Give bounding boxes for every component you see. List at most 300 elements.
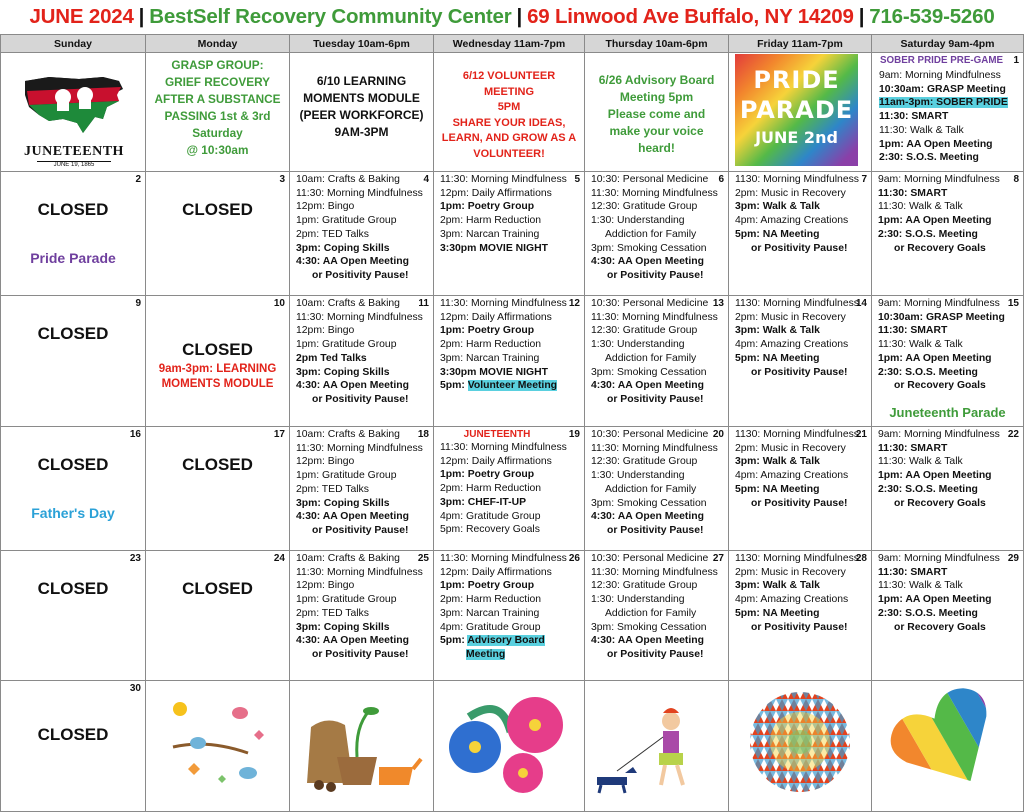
event-text: 11:30: Morning Mindfulness <box>591 311 718 323</box>
day-number: 16 <box>129 429 141 440</box>
event-item <box>735 200 869 214</box>
closed-label: CLOSED <box>37 455 109 474</box>
event-text: 9am: Morning Mindfulness <box>878 298 1000 309</box>
event-text: or Positivity Pause! <box>607 269 704 281</box>
event-text: 10am: Crafts & Baking <box>296 174 400 185</box>
day-number: 18 <box>417 429 429 440</box>
title-separator: | <box>138 5 145 28</box>
event-text: 4:30: AA Open Meeting <box>591 511 704 523</box>
calendar-cell <box>290 551 434 681</box>
event-item <box>591 524 726 538</box>
highlighted-event: Advisory Board <box>467 635 545 647</box>
event-text: 10:30: Personal Medicine <box>591 174 709 185</box>
event-item <box>878 428 1021 442</box>
event-text: 12pm: Bingo <box>296 201 355 213</box>
event-text: 4:30: AA Open Meeting <box>296 511 409 523</box>
event-text: 1130: Morning Mindfulness <box>735 298 859 309</box>
event-item <box>591 566 726 580</box>
event-list <box>735 173 869 255</box>
calendar-cell <box>585 681 729 812</box>
event-text: 2pm: TED Talks <box>296 607 369 619</box>
event-item <box>878 187 1021 201</box>
event-text: Meeting <box>466 648 506 660</box>
event-text: 3pm: Coping Skills <box>296 621 390 633</box>
day-header-1: Monday <box>146 34 290 53</box>
day-header-5: Friday 11am-7pm <box>729 34 872 53</box>
event-text: 12pm: Daily Affirmations <box>440 187 552 199</box>
event-item <box>735 173 869 187</box>
event-item <box>296 173 431 187</box>
calendar-cell <box>585 427 729 551</box>
note-line: 6/12 VOLUNTEER <box>462 70 556 82</box>
closed-label: CLOSED <box>37 579 109 598</box>
event-item <box>591 187 726 201</box>
event-item <box>296 255 431 269</box>
event-text: 11:30: Walk & Talk <box>878 339 963 351</box>
title-separator: | <box>858 5 865 28</box>
event-item <box>296 621 431 635</box>
event-text: or Positivity Pause! <box>751 621 848 633</box>
event-item <box>735 621 869 635</box>
event-item <box>440 496 582 510</box>
event-item <box>878 352 1021 366</box>
event-text: 2:30: S.O.S. Meeting <box>878 607 978 619</box>
event-list <box>879 69 1021 165</box>
event-text: or Positivity Pause! <box>607 393 704 405</box>
event-text: 2:30: S.O.S. Meeting <box>878 483 978 495</box>
event-item <box>878 200 1021 214</box>
event-text: 4pm: Amazing Creations <box>735 594 849 606</box>
event-list <box>735 552 869 634</box>
event-item <box>296 483 431 497</box>
day-number: 14 <box>855 298 867 309</box>
event-item <box>878 593 1021 607</box>
calendar-cell <box>0 172 146 296</box>
event-item <box>296 214 431 228</box>
event-text: 4:30: AA Open Meeting <box>591 635 704 647</box>
event-item <box>591 593 726 607</box>
event-text: 12pm: Daily Affirmations <box>440 455 552 467</box>
event-item <box>440 482 582 496</box>
event-item <box>735 497 869 511</box>
calendar-cell <box>729 53 872 172</box>
event-text: 11:30: SMART <box>878 566 948 578</box>
calendar-cell <box>146 551 290 681</box>
event-item <box>878 579 1021 593</box>
calendar-cell <box>872 681 1024 812</box>
calendar-cell <box>0 53 146 172</box>
event-item <box>735 552 869 566</box>
event-item <box>440 607 582 621</box>
event-text: Addiction for Family <box>605 483 697 495</box>
event-text: 12:30: Gratitude Group <box>591 201 698 213</box>
event-text: 2pm: Music in Recovery <box>735 187 846 199</box>
event-item <box>440 352 582 366</box>
event-list <box>735 297 869 379</box>
hibiscus-flowers-icon <box>434 687 584 797</box>
note-line: @ 10:30am <box>186 143 249 157</box>
event-text: 4pm: Amazing Creations <box>735 215 849 227</box>
calendar-cell <box>0 681 146 812</box>
event-text: or Positivity Pause! <box>751 242 848 254</box>
event-text: 4:30: AA Open Meeting <box>296 635 409 647</box>
calendar-cell <box>0 427 146 551</box>
page-title <box>0 0 1024 34</box>
event-item <box>440 214 582 228</box>
event-text: 2:30: S.O.S. Meeting <box>879 152 979 164</box>
calendar-cell <box>434 172 585 296</box>
day-number: 3 <box>279 174 285 185</box>
event-text: 2pm: Harm Reduction <box>440 215 542 227</box>
event-text: or Recovery Goals <box>894 380 986 392</box>
sober-pride-title: SOBER PRIDE PRE-GAME <box>880 55 1004 66</box>
calendar-cell <box>585 53 729 172</box>
event-text: 4:30: AA Open Meeting <box>591 380 704 392</box>
event-list <box>296 428 431 538</box>
calendar-cell <box>290 296 434 427</box>
event-text: 12pm: Bingo <box>296 580 355 592</box>
usa-map-icon <box>19 67 129 137</box>
event-item <box>296 455 431 469</box>
event-item <box>735 566 869 580</box>
event-text: 2pm: Harm Reduction <box>440 594 542 606</box>
event-item <box>878 483 1021 497</box>
event-text: 9am: Morning Mindfulness <box>878 429 1000 440</box>
note-line: 6/26 Advisory Board <box>598 73 715 87</box>
event-item <box>440 311 582 325</box>
event-text: 11:30: Walk & Talk <box>878 456 963 468</box>
event-text: 11:30: Morning Mindfulness <box>296 187 423 199</box>
event-text: 1pm: Gratitude Group <box>296 339 397 351</box>
day-header-0: Sunday <box>0 34 146 53</box>
event-list <box>591 552 726 662</box>
note-line: PASSING 1st & 3rd <box>164 109 271 123</box>
closed-label: CLOSED <box>182 579 253 598</box>
event-item <box>735 311 869 325</box>
event-text: 4:30: AA Open Meeting <box>296 380 409 392</box>
event-text: 11:30: Morning Mindfulness <box>440 174 567 185</box>
day-number: 27 <box>712 553 724 564</box>
day-number: 15 <box>1007 298 1019 309</box>
event-text: 10am: Crafts & Baking <box>296 553 400 564</box>
event-text: 11:30: Morning Mindfulness <box>296 442 423 454</box>
event-item <box>878 311 1021 325</box>
event-item <box>735 428 869 442</box>
event-text: 5pm: NA Meeting <box>735 483 820 495</box>
event-item <box>878 469 1021 483</box>
calendar-cell <box>146 172 290 296</box>
calendar-cell <box>290 172 434 296</box>
event-text: 12pm: Daily Affirmations <box>440 311 552 323</box>
event-item <box>296 469 431 483</box>
note-line: MEETING <box>483 85 535 98</box>
event-item <box>591 442 726 456</box>
event-text: 3pm: Narcan Training <box>440 352 540 364</box>
event-item <box>878 297 1021 311</box>
day-number: 12 <box>568 298 580 309</box>
event-item <box>591 228 726 242</box>
calendar-cell <box>729 296 872 427</box>
event-item <box>591 366 726 380</box>
event-text: 4pm: Amazing Creations <box>735 339 849 351</box>
event-item <box>591 579 726 593</box>
event-item <box>591 311 726 325</box>
event-text: 3pm: Walk & Talk <box>735 201 820 213</box>
event-text: 1pm: AA Open Meeting <box>878 352 992 364</box>
title-month: JUNE 2024 <box>29 5 134 28</box>
event-list <box>440 297 582 393</box>
event-text: 3pm: Coping Skills <box>296 366 390 378</box>
event-text: 12:30: Gratitude Group <box>591 325 698 337</box>
event-item <box>735 579 869 593</box>
event-text: 5pm: NA Meeting <box>735 352 820 364</box>
note-line: GRASP GROUP: <box>171 58 264 72</box>
event-text: 12:30: Gratitude Group <box>591 580 698 592</box>
event-item <box>296 607 431 621</box>
event-item <box>296 393 431 407</box>
event-text: 12pm: Daily Affirmations <box>440 566 552 578</box>
calendar-cell <box>872 172 1024 296</box>
day-number: 5 <box>574 174 580 185</box>
highlighted-event: Volunteer Meeting <box>467 380 558 392</box>
note-line: 5PM <box>497 101 521 113</box>
event-text: 1pm: Gratitude Group <box>296 594 397 606</box>
event-item <box>440 593 582 607</box>
day-number: 23 <box>129 553 141 564</box>
calendar-cell <box>146 296 290 427</box>
event-text: 4pm: Gratitude Group <box>440 510 541 522</box>
day-number: 17 <box>273 429 285 440</box>
note-line: Saturday <box>192 126 243 140</box>
day-number: 4 <box>423 174 429 185</box>
event-note: Juneteenth Parade <box>889 405 1006 420</box>
event-list <box>591 428 726 538</box>
calendar-cell <box>585 296 729 427</box>
event-list <box>591 173 726 283</box>
event-item <box>591 510 726 524</box>
event-text: Addiction for Family <box>605 607 697 619</box>
event-item <box>879 96 1021 110</box>
event-item <box>296 242 431 256</box>
event-text: 1pm: Poetry Group <box>440 580 535 592</box>
calendar-cell <box>585 172 729 296</box>
event-item <box>735 297 869 311</box>
event-item <box>591 428 726 442</box>
day-number: 1 <box>1013 55 1019 66</box>
event-text: 3pm: Walk & Talk <box>735 456 820 468</box>
event-list <box>440 552 582 662</box>
event-text: or Positivity Pause! <box>607 524 704 536</box>
girl-walking-dog-icon <box>585 687 728 797</box>
event-list <box>296 297 431 407</box>
pride-parade-poster <box>735 54 858 166</box>
event-time: 5pm: <box>440 380 468 392</box>
calendar-cell <box>0 296 146 427</box>
day-number: 30 <box>129 683 141 694</box>
event-item <box>735 366 869 380</box>
event-text: 2pm: TED Talks <box>296 228 369 240</box>
event-item <box>440 579 582 593</box>
closed-label: CLOSED <box>182 340 253 359</box>
calendar-cell <box>434 681 585 812</box>
event-item <box>440 441 582 455</box>
event-item <box>878 455 1021 469</box>
event-item <box>296 297 431 311</box>
event-item <box>878 173 1021 187</box>
note-line: 9AM-3PM <box>334 125 389 139</box>
event-text: 3pm: Narcan Training <box>440 228 540 240</box>
event-text: 1130: Morning Mindfulness <box>735 429 859 440</box>
event-text: 1pm: AA Open Meeting <box>879 138 993 150</box>
note-line: 9am-3pm: LEARNING <box>158 363 277 375</box>
event-text: 3pm: Narcan Training <box>440 607 540 619</box>
event-item <box>296 324 431 338</box>
title-address: 69 Linwood Ave Buffalo, NY 14209 <box>527 5 854 28</box>
event-item <box>440 242 582 256</box>
calendar-cell <box>729 551 872 681</box>
event-text: 1:30: Understanding <box>591 594 685 606</box>
poster-line-parade: PARADE <box>739 96 854 124</box>
juneteenth-logo-word: JUNETEENTH <box>24 144 124 159</box>
note-line: 6/10 LEARNING <box>316 74 407 88</box>
calendar-cell <box>290 427 434 551</box>
event-item <box>591 634 726 648</box>
volunteer-meeting-note <box>438 69 580 162</box>
day-header-6: Saturday 9am-4pm <box>872 34 1024 53</box>
event-text: 11:30: Morning Mindfulness <box>440 553 567 564</box>
event-item <box>296 497 431 511</box>
event-text: 2pm: Music in Recovery <box>735 311 846 323</box>
event-item <box>296 442 431 456</box>
event-text: 10am: Crafts & Baking <box>296 429 400 440</box>
day-number: 22 <box>1007 429 1019 440</box>
event-text: 11am-3pm: SOBER PRIDE <box>879 97 1008 109</box>
event-item <box>591 242 726 256</box>
event-item <box>878 228 1021 242</box>
event-item <box>296 552 431 566</box>
event-list <box>878 173 1021 255</box>
closed-label: CLOSED <box>37 725 109 744</box>
event-item <box>296 524 431 538</box>
event-item <box>735 187 869 201</box>
event-text: 11:30: Morning Mindfulness <box>440 298 567 309</box>
event-text: 11:30: Morning Mindfulness <box>591 442 718 454</box>
event-item <box>735 338 869 352</box>
event-item <box>296 187 431 201</box>
event-item <box>296 648 431 662</box>
event-item <box>878 214 1021 228</box>
day-header-2: Tuesday 10am-6pm <box>290 34 434 53</box>
event-text: 3pm: Smoking Cessation <box>591 621 707 633</box>
calendar-cell <box>146 427 290 551</box>
day-header-3: Wednesday 11am-7pm <box>434 34 585 53</box>
event-text: 9am: Morning Mindfulness <box>878 553 1000 564</box>
event-text <box>440 380 557 391</box>
calendar-cell <box>872 53 1024 172</box>
event-item <box>735 352 869 366</box>
event-item <box>735 214 869 228</box>
juneteenth-logo-date: JUNE 19, 1865 <box>37 161 111 168</box>
event-item <box>440 200 582 214</box>
event-text: 1pm: Gratitude Group <box>296 470 397 482</box>
event-text: 3pm: Smoking Cessation <box>591 242 707 254</box>
event-text: 11:30: Morning Mindfulness <box>296 311 423 323</box>
event-item <box>735 324 869 338</box>
title-separator: | <box>516 5 523 28</box>
event-text: or Positivity Pause! <box>312 269 409 281</box>
event-text: or Positivity Pause! <box>312 393 409 405</box>
note-line: SHARE YOUR IDEAS, <box>452 116 566 129</box>
event-text: 3pm: Walk & Talk <box>735 325 820 337</box>
advisory-board-note <box>589 72 724 157</box>
event-text: 1:30: Understanding <box>591 339 685 351</box>
event-item <box>879 110 1021 124</box>
event-text: 4pm: Gratitude Group <box>440 621 541 633</box>
event-item <box>591 297 726 311</box>
event-item <box>440 324 582 338</box>
day-number: 28 <box>855 553 867 564</box>
event-item <box>591 621 726 635</box>
event-item <box>296 352 431 366</box>
day-number: 24 <box>273 553 285 564</box>
event-text: 3pm: Smoking Cessation <box>591 366 707 378</box>
calendar-cell <box>146 53 290 172</box>
event-text: 1:30: Understanding <box>591 470 685 482</box>
event-text: 3pm: Coping Skills <box>296 497 390 509</box>
event-text <box>440 635 545 646</box>
event-item <box>440 455 582 469</box>
calendar-grid <box>0 34 1024 812</box>
closed-label: CLOSED <box>182 455 253 474</box>
event-text: 1130: Morning Mindfulness <box>735 174 859 185</box>
note-line: MOMENTS MODULE <box>161 378 274 390</box>
note-line: heard! <box>638 141 675 155</box>
event-text: 12:30: Gratitude Group <box>591 456 698 468</box>
event-text: or Positivity Pause! <box>751 497 848 509</box>
event-item <box>296 311 431 325</box>
event-list <box>878 552 1021 634</box>
event-item <box>440 552 582 566</box>
event-text: 11:30: SMART <box>878 325 948 337</box>
event-text: 1pm: Poetry Group <box>440 469 535 481</box>
note-line: LEARN, AND GROW AS A <box>441 132 577 144</box>
juneteenth-day-title: JUNETEENTH <box>463 429 531 440</box>
event-item <box>296 379 431 393</box>
day-number: 6 <box>718 174 724 185</box>
calendar-cell <box>729 681 872 812</box>
day-number: 29 <box>1007 553 1019 564</box>
event-item <box>591 455 726 469</box>
event-item <box>878 338 1021 352</box>
event-item <box>591 338 726 352</box>
title-org: BestSelf Recovery Community Center <box>149 5 512 28</box>
event-item <box>591 200 726 214</box>
event-text: 10:30am: GRASP Meeting <box>878 311 1005 323</box>
event-item <box>878 242 1021 256</box>
event-list <box>878 297 1021 393</box>
note-line: AFTER A SUBSTANCE <box>154 92 281 106</box>
note-line: Meeting 5pm <box>619 90 694 104</box>
event-item <box>591 255 726 269</box>
event-text: 10:30: Personal Medicine <box>591 429 709 440</box>
event-text: 10:30: Personal Medicine <box>591 553 709 564</box>
calendar-cell <box>146 681 290 812</box>
event-item <box>591 469 726 483</box>
event-item <box>440 228 582 242</box>
event-item <box>879 69 1021 83</box>
event-item <box>735 228 869 242</box>
event-text: 2:30: S.O.S. Meeting <box>878 228 978 240</box>
